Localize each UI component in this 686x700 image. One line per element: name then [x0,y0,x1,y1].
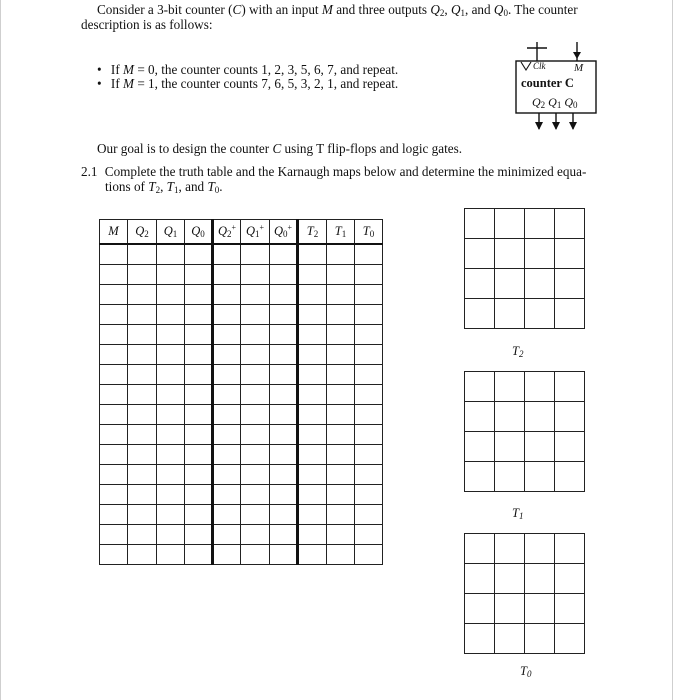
bullet-item-2 [97,75,398,92]
table-cell[interactable] [157,525,185,545]
table-row [100,525,383,545]
table-cell[interactable] [128,285,157,305]
kmap-row [465,534,585,564]
table-cell[interactable] [213,385,241,405]
table-cell[interactable] [241,285,270,305]
table-cell[interactable] [213,325,241,345]
table-cell[interactable] [355,265,383,285]
table-cell[interactable] [270,285,298,305]
table-cell[interactable] [157,265,185,285]
table-cell[interactable] [100,265,128,285]
table-cell[interactable] [355,425,383,445]
kmap-cell[interactable] [495,594,525,624]
table-cell[interactable] [298,505,327,525]
table-cell[interactable] [355,385,383,405]
kmap-cell[interactable] [555,372,585,402]
kmap-cell[interactable] [555,462,585,492]
kmap-t0 [464,533,585,654]
var-c: C [232,2,242,17]
kmap-t2 [464,208,585,329]
table-cell[interactable] [327,405,355,425]
table-cell[interactable] [327,505,355,525]
table-cell[interactable] [241,385,270,405]
table-cell[interactable] [355,445,383,465]
bullet-marker: • [97,76,102,91]
table-cell[interactable] [241,405,270,425]
kmap-cell[interactable] [465,239,495,269]
table-row [100,425,383,445]
kmap-cell[interactable] [525,564,555,594]
kmap-cell[interactable] [495,239,525,269]
kmap-row [465,209,585,239]
kmap-cell[interactable] [465,534,495,564]
table-cell[interactable] [327,244,355,265]
kmap-cell[interactable] [525,269,555,299]
kmap-cell[interactable] [495,372,525,402]
table-cell[interactable] [157,505,185,525]
question-text: Complete the truth table and the Karnaugh maps below and determine the minimized equa- [104,164,587,179]
kmap-cell[interactable] [525,534,555,564]
table-cell[interactable] [157,385,185,405]
kmap-row [465,402,585,432]
table-cell[interactable] [241,485,270,505]
table-cell[interactable] [355,365,383,385]
table-cell[interactable] [100,465,128,485]
intro-line-2: description is as follows: [81,17,213,32]
kmap-row [465,299,585,329]
kmap-cell[interactable] [555,624,585,654]
table-cell[interactable] [157,425,185,445]
kmap-cell[interactable] [495,564,525,594]
table-cell[interactable] [298,305,327,325]
table-cell[interactable] [100,425,128,445]
table-cell[interactable] [128,325,157,345]
table-cell[interactable] [355,465,383,485]
kmap-cell[interactable] [495,209,525,239]
table-cell[interactable] [298,445,327,465]
table-row [100,305,383,325]
var-q0: Q [493,2,504,17]
kmap-cell[interactable] [465,594,495,624]
table-cell[interactable] [327,265,355,285]
table-cell[interactable] [241,465,270,485]
table-cell[interactable] [213,545,241,565]
counter-title: counter C [521,76,574,90]
table-cell[interactable] [128,465,157,485]
table-cell[interactable] [270,265,298,285]
kmap-t0-label: $T_0$ [520,664,532,679]
table-cell[interactable] [100,345,128,365]
kmap-cell[interactable] [555,594,585,624]
table-cell[interactable] [128,405,157,425]
kmap-cell[interactable] [465,462,495,492]
table-cell[interactable] [298,425,327,445]
table-cell[interactable] [100,485,128,505]
var-m: M [321,2,333,17]
table-cell[interactable] [100,445,128,465]
table-cell[interactable] [213,285,241,305]
table-cell[interactable] [270,425,298,445]
var-m: M [123,62,135,77]
intro-text: Consider a 3-bit counter ( [97,2,233,17]
table-cell[interactable] [213,345,241,365]
bullet-text: = 0, the counter counts 1, 2, 3, 5, 6, 7, and repeat. [134,62,399,77]
table-cell[interactable] [157,325,185,345]
kmap-cell[interactable] [465,402,495,432]
sub: 2 [439,8,445,18]
intro-text: and three outputs [332,2,431,17]
table-cell[interactable] [128,485,157,505]
table-cell[interactable] [270,525,298,545]
table-cell[interactable] [270,244,298,265]
table-cell[interactable] [185,545,213,565]
table-cell[interactable] [355,285,383,305]
table-cell[interactable] [100,244,128,265]
truth-table-header-cell: M [100,220,128,245]
table-cell[interactable] [327,445,355,465]
table-cell[interactable] [185,345,213,365]
table-cell[interactable] [355,405,383,425]
table-cell[interactable] [100,405,128,425]
table-cell[interactable] [185,405,213,425]
table-cell[interactable] [355,325,383,345]
table-cell[interactable] [298,385,327,405]
kmap-row [465,564,585,594]
kmap-cell[interactable] [555,299,585,329]
kmap-cell[interactable] [555,239,585,269]
table-cell[interactable] [185,244,213,265]
table-cell[interactable] [213,465,241,485]
table-cell[interactable] [185,525,213,545]
table-cell[interactable] [213,244,241,265]
sub: 0 [503,8,508,18]
table-cell[interactable] [213,505,241,525]
kmap-t1-label: $T_1$ [512,506,524,521]
table-cell[interactable] [128,244,157,265]
table-cell[interactable] [213,485,241,505]
question-2-1-line-2: tions of $T_2$, $T_1$, and $T_0$. [105,179,223,195]
sub: 1 [460,8,465,18]
output-labels: $Q_2$ $Q_1$ $Q_0$ [532,95,578,110]
table-cell[interactable] [327,285,355,305]
kmap-cell[interactable] [555,432,585,462]
kmap-cell[interactable] [555,564,585,594]
table-cell[interactable] [128,305,157,325]
kmap-cell[interactable] [555,534,585,564]
table-cell[interactable] [185,505,213,525]
table-cell[interactable] [355,345,383,365]
truth-table-header-cell: $T_1$ [327,220,355,245]
table-cell[interactable] [100,305,128,325]
table-cell[interactable] [100,365,128,385]
table-cell[interactable] [185,485,213,505]
table-cell[interactable] [128,445,157,465]
table-cell[interactable] [157,445,185,465]
intro-text: ) with an input [241,2,322,17]
var-c: C [272,141,282,156]
table-cell[interactable] [241,265,270,285]
table-cell[interactable] [185,445,213,465]
kmap-t2-label: $T_2$ [512,344,524,359]
table-cell[interactable] [213,365,241,385]
table-cell[interactable] [270,505,298,525]
kmap-cell[interactable] [525,372,555,402]
table-cell[interactable] [157,545,185,565]
table-cell[interactable] [327,465,355,485]
bullet-text: If [110,62,124,77]
table-cell[interactable] [327,345,355,365]
table-row [100,345,383,365]
intro-text: , [444,2,451,17]
table-row [100,505,383,525]
kmap-cell[interactable] [525,432,555,462]
table-cell[interactable] [100,525,128,545]
kmap-row [465,239,585,269]
kmap-cell[interactable] [555,209,585,239]
table-cell[interactable] [327,385,355,405]
table-cell[interactable] [128,345,157,365]
table-cell[interactable] [213,265,241,285]
table-cell[interactable] [355,244,383,265]
truth-table-header-cell: $Q_2$ [128,220,157,245]
table-row [100,485,383,505]
table-cell[interactable] [157,365,185,385]
table-row [100,465,383,485]
kmap-cell[interactable] [495,462,525,492]
table-cell[interactable] [355,525,383,545]
kmap-cell[interactable] [525,462,555,492]
kmap-cell[interactable] [525,402,555,432]
question-text: tions of [105,179,149,194]
table-cell[interactable] [298,265,327,285]
kmap-row [465,624,585,654]
kmap-row [465,372,585,402]
table-row [100,405,383,425]
table-cell[interactable] [355,485,383,505]
kmap-cell[interactable] [495,269,525,299]
table-cell[interactable] [327,365,355,385]
table-row [100,244,383,265]
truth-table [99,219,383,565]
table-cell[interactable] [327,305,355,325]
kmap-cell[interactable] [525,594,555,624]
table-cell[interactable] [270,325,298,345]
table-cell[interactable] [185,465,213,485]
goal-text: using T flip-flops and logic gates. [281,141,463,156]
table-cell[interactable] [298,244,327,265]
table-cell[interactable] [157,485,185,505]
table-cell[interactable] [298,405,327,425]
table-cell[interactable] [157,465,185,485]
table-cell[interactable] [157,345,185,365]
kmap-cell[interactable] [525,209,555,239]
table-cell[interactable] [128,425,157,445]
table-cell[interactable] [241,345,270,365]
m-input-label: M [574,62,584,74]
table-cell[interactable] [298,365,327,385]
table-cell[interactable] [327,545,355,565]
table-cell[interactable] [213,525,241,545]
clk-label: Clk [533,61,546,71]
kmap-cell[interactable] [465,624,495,654]
kmap-cell[interactable] [525,624,555,654]
table-cell[interactable] [128,265,157,285]
table-cell[interactable] [100,385,128,405]
table-row [100,445,383,465]
table-cell[interactable] [355,505,383,525]
kmap-cell[interactable] [525,299,555,329]
kmap-t1 [464,371,585,492]
table-cell[interactable] [128,505,157,525]
goal-statement [97,140,462,157]
table-cell[interactable] [270,385,298,405]
table-cell[interactable] [241,545,270,565]
table-cell[interactable] [327,485,355,505]
page-left-edge [0,0,1,700]
intro-text: . The counter [507,2,578,17]
table-cell[interactable] [100,505,128,525]
var-q1: Q [450,2,461,17]
truth-table-header-cell: $T_2$ [298,220,327,245]
kmap-cell[interactable] [465,209,495,239]
table-row [100,285,383,305]
table-cell[interactable] [185,325,213,345]
table-cell[interactable] [128,385,157,405]
kmap-cell[interactable] [495,624,525,654]
table-cell[interactable] [327,425,355,445]
table-cell[interactable] [185,305,213,325]
table-cell[interactable] [213,425,241,445]
kmap-cell[interactable] [525,239,555,269]
truth-table-header-cell: $Q_1^+$ [241,220,270,245]
page-right-edge [672,0,673,700]
table-cell[interactable] [100,325,128,345]
table-cell[interactable] [270,405,298,425]
kmap-cell[interactable] [495,402,525,432]
kmap-cell[interactable] [465,432,495,462]
truth-table-header-row [100,220,383,245]
kmap-cell[interactable] [465,269,495,299]
intro-text: , and [464,2,494,17]
table-cell[interactable] [128,545,157,565]
kmap-row [465,462,585,492]
goal-text: Our goal is to design the counter [97,141,273,156]
table-cell[interactable] [157,285,185,305]
table-cell[interactable] [157,405,185,425]
table-cell[interactable] [270,485,298,505]
table-row [100,265,383,285]
kmap-cell[interactable] [495,299,525,329]
table-cell[interactable] [298,345,327,365]
table-row [100,385,383,405]
table-cell[interactable] [241,325,270,345]
table-cell[interactable] [270,365,298,385]
bullet-text: If [110,76,124,91]
question-number: 2.1 [81,164,98,179]
counter-block-diagram [510,42,600,134]
table-cell[interactable] [241,244,270,265]
kmap-cell[interactable] [465,564,495,594]
table-row [100,325,383,345]
table-cell[interactable] [298,325,327,345]
table-cell[interactable] [128,525,157,545]
table-cell[interactable] [327,325,355,345]
table-cell[interactable] [241,425,270,445]
table-cell[interactable] [327,525,355,545]
truth-table-header-cell: $T_0$ [355,220,383,245]
kmap-row [465,432,585,462]
table-cell[interactable] [100,285,128,305]
truth-table-header-cell: $Q_1$ [157,220,185,245]
table-cell[interactable] [241,365,270,385]
table-cell[interactable] [355,545,383,565]
table-row [100,365,383,385]
kmap-cell[interactable] [555,269,585,299]
table-cell[interactable] [185,285,213,305]
table-cell[interactable] [355,305,383,325]
table-cell[interactable] [298,285,327,305]
var-m: M [123,76,135,91]
kmap-cell[interactable] [465,372,495,402]
table-cell[interactable] [213,405,241,425]
table-cell[interactable] [157,305,185,325]
table-cell[interactable] [157,244,185,265]
table-cell[interactable] [213,305,241,325]
table-cell[interactable] [270,305,298,325]
table-cell[interactable] [185,365,213,385]
table-cell[interactable] [298,525,327,545]
bullet-text: = 1, the counter counts 7, 6, 5, 3, 2, 1, and repeat. [134,76,399,91]
truth-table-header-cell: $Q_0^+$ [270,220,298,245]
kmap-row [465,594,585,624]
table-cell[interactable] [241,305,270,325]
kmap-row [465,269,585,299]
bullet-marker: • [97,62,102,77]
table-cell[interactable] [298,545,327,565]
truth-table-header-cell: $Q_0$ [185,220,213,245]
table-cell[interactable] [270,345,298,365]
kmap-cell[interactable] [495,432,525,462]
table-row [100,545,383,565]
table-cell[interactable] [241,525,270,545]
table-cell[interactable] [213,445,241,465]
table-cell[interactable] [298,465,327,485]
table-cell[interactable] [241,505,270,525]
table-cell[interactable] [270,545,298,565]
table-cell[interactable] [298,485,327,505]
kmap-cell[interactable] [465,299,495,329]
table-cell[interactable] [185,385,213,405]
truth-table-header-cell: $Q_2^+$ [213,220,241,245]
table-cell[interactable] [270,465,298,485]
var-q2: Q [430,2,440,17]
table-cell[interactable] [100,545,128,565]
table-cell[interactable] [270,445,298,465]
kmap-cell[interactable] [555,402,585,432]
kmap-cell[interactable] [495,534,525,564]
table-cell[interactable] [185,265,213,285]
table-cell[interactable] [128,365,157,385]
table-cell[interactable] [185,425,213,445]
table-cell[interactable] [241,445,270,465]
